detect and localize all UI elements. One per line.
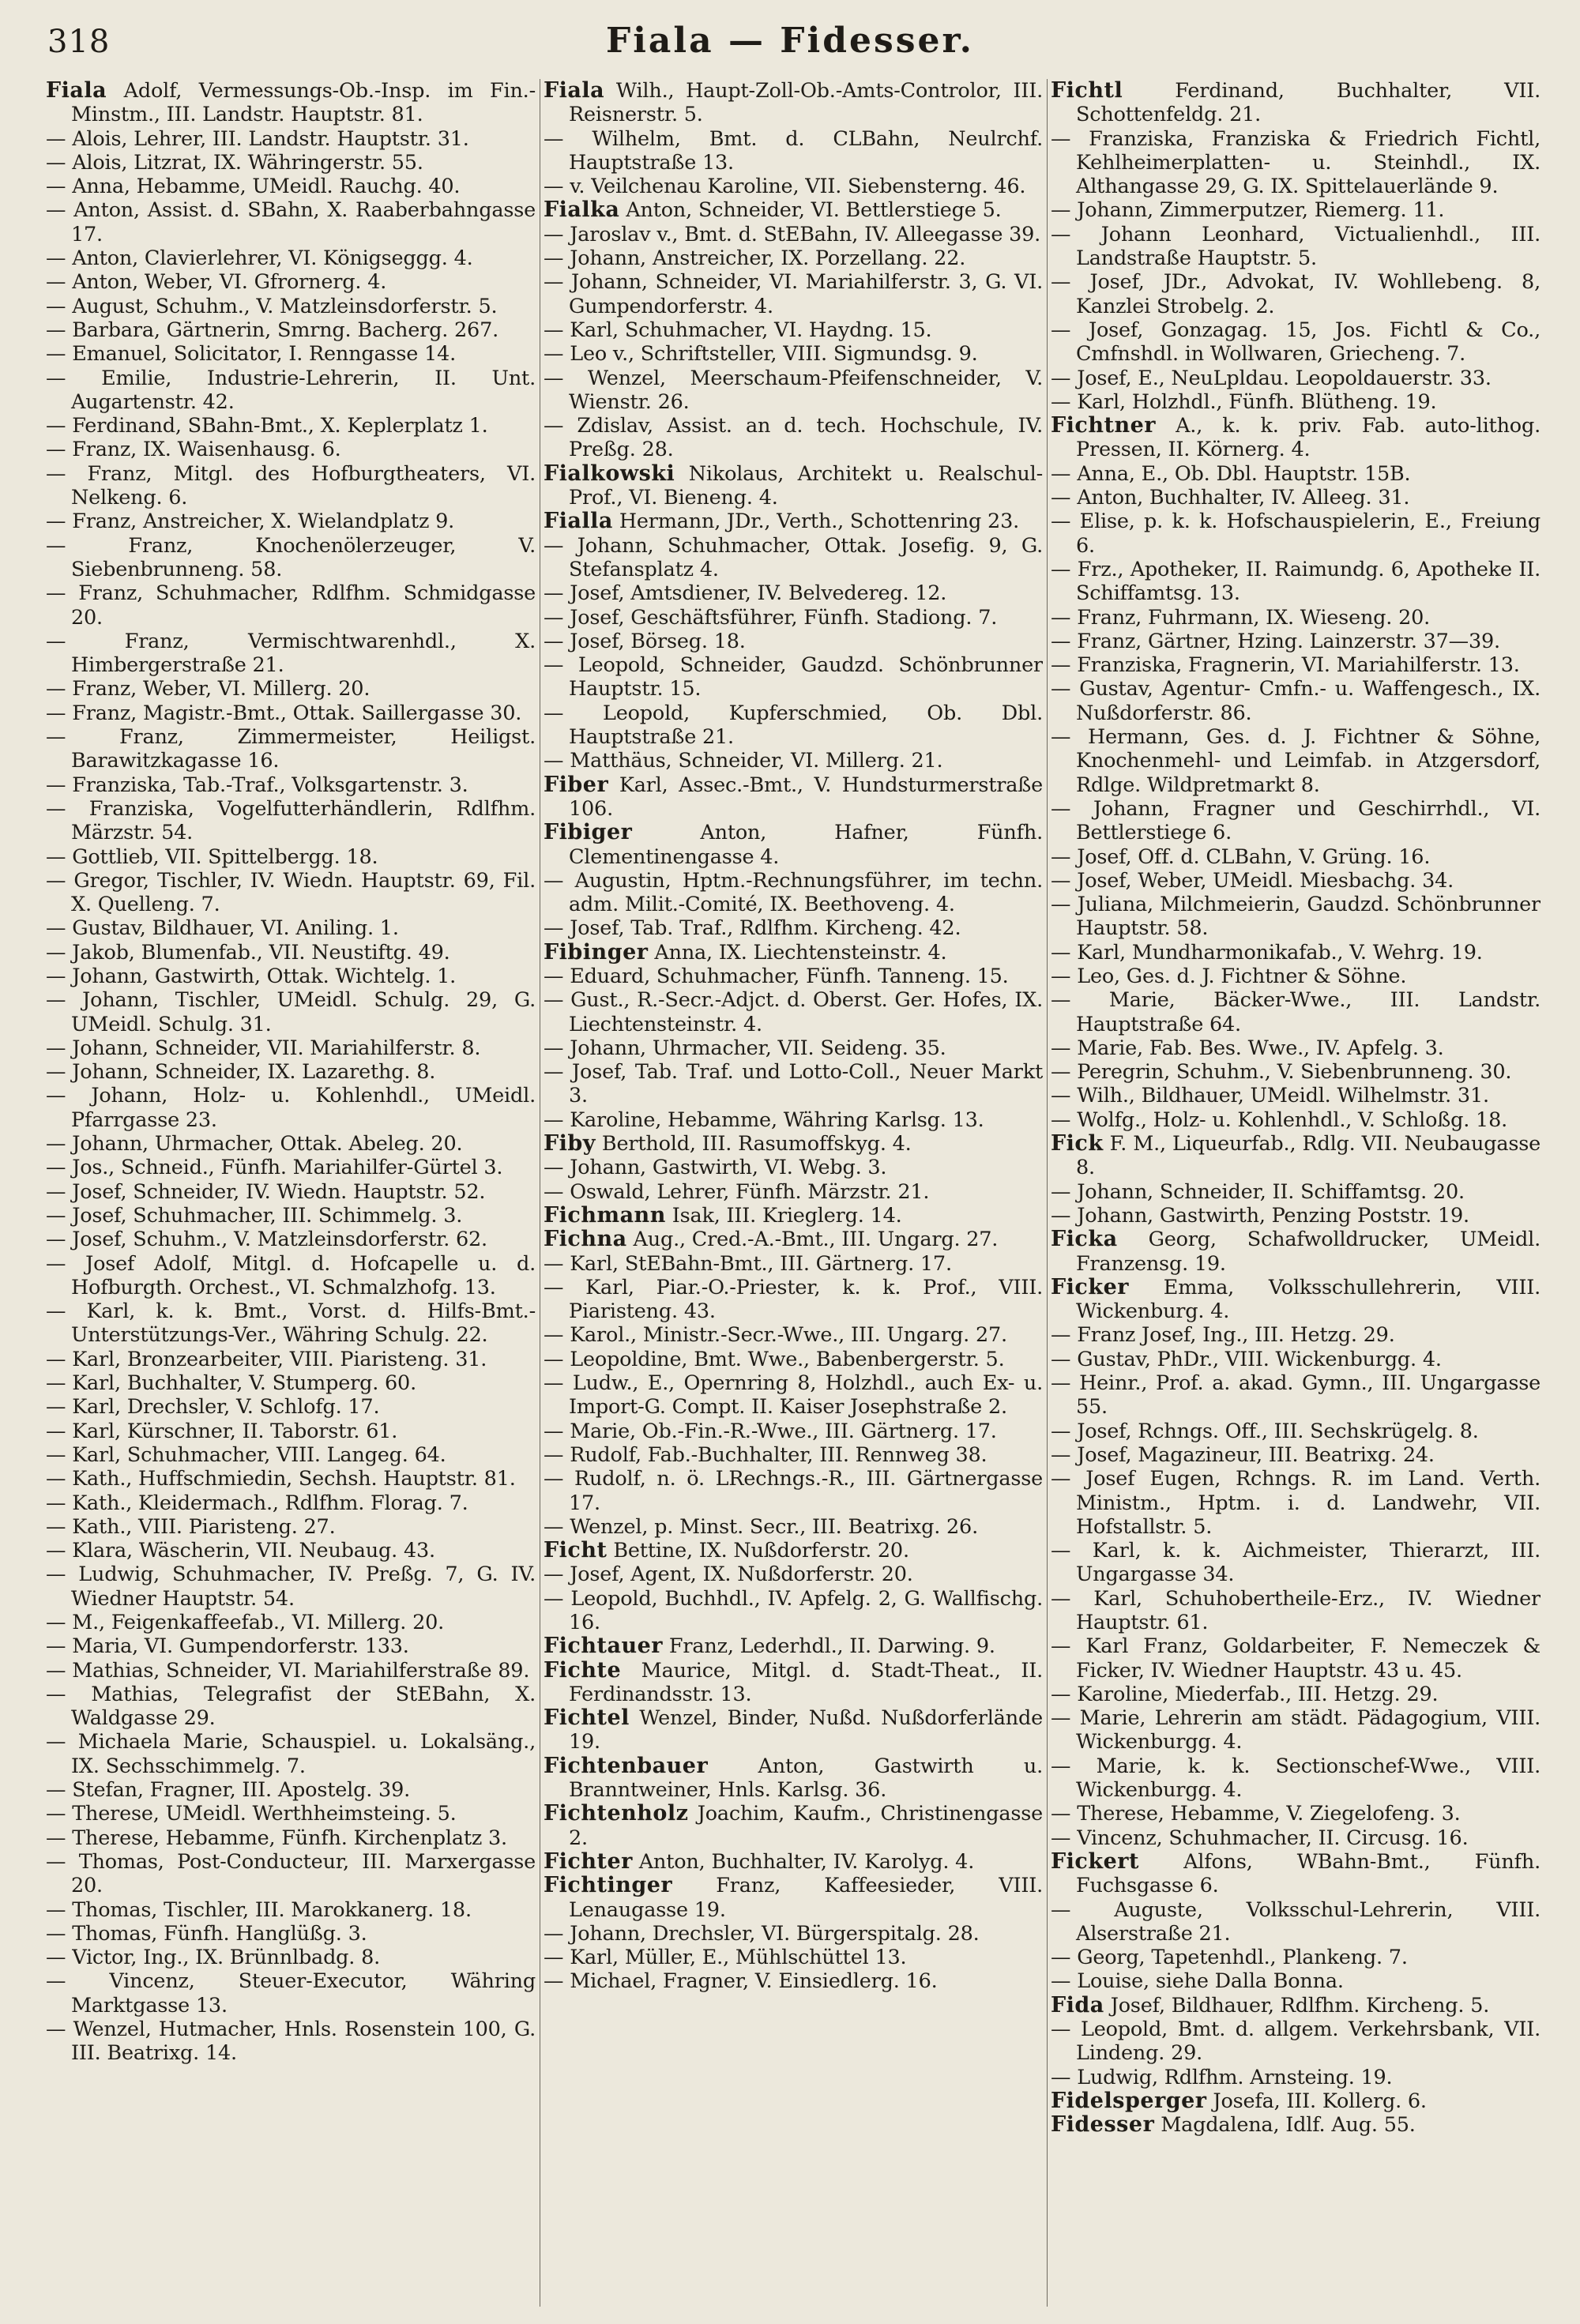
directory-entry: Fialka Anton, Schneider, VI. Bettlerstiege 5. — [544, 197, 1002, 223]
directory-entry: — Johann, Schneider, VI. Mariahilferstr. 3, G. VI. Gumpendorferstr. 4. — [544, 270, 1043, 318]
directory-entry: — Johann, Holz- u. Kohlenhdl., UMeidl. Pfarrgasse 23. — [46, 1084, 536, 1132]
directory-entry: — Alois, Litzrat, IX. Währingerstr. 55. — [46, 150, 423, 175]
directory-entry: — Louise, siehe Dalla Bonna. — [1051, 1969, 1344, 1994]
directory-entry: — Wenzel, p. Minst. Secr., III. Beatrixg. 26. — [544, 1514, 978, 1539]
directory-entry: Fichtner A., k. k. priv. Fab. auto-lithog. Pressen, II. Körnerg. 4. — [1051, 413, 1540, 462]
directory-entry: — Josef, Tab. Traf., Rdlfhm. Kircheng. 42. — [544, 916, 961, 941]
directory-entry: — Johann, Schneider, VII. Mariahilferstr. 8. — [46, 1036, 481, 1060]
directory-entry: — Wilh., Bildhauer, UMeidl. Wilhelmstr. 31. — [1051, 1084, 1489, 1108]
directory-entry: — Johann, Fragner und Geschirrhdl., VI. Bettlerstiege 6. — [1051, 796, 1540, 845]
directory-entry: — Barbara, Gärtnerin, Smrng. Bacherg. 267. — [46, 318, 499, 342]
surname-headword: Fialkowski — [544, 461, 675, 486]
surname-headword: Fialla — [544, 509, 613, 534]
directory-entry: — Johann, Uhrmacher, VII. Seideng. 35. — [544, 1036, 946, 1060]
surname-headword: Fichtinger — [544, 1873, 673, 1898]
directory-entry: — Therese, UMeidl. Werthheimsteing. 5. — [46, 1802, 457, 1826]
surname-headword: Fick — [1051, 1131, 1104, 1156]
directory-entry: — Leopold, Bmt. d. allgem. Verkehrsbank, VII. Lindeng. 29. — [1051, 2018, 1540, 2066]
directory-entry: — Kath., Kleidermach., Rdlfhm. Florag. 7. — [46, 1491, 468, 1515]
column-1 — [46, 79, 536, 2307]
directory-entry: — Gustav, PhDr., VIII. Wickenburgg. 4. — [1051, 1347, 1442, 1371]
directory-entry: — Wolfg., Holz- u. Kohlenhdl., V. Schloßg. 18. — [1051, 1107, 1508, 1132]
directory-entry: — Vincenz, Steuer-Executor, Währing Marktgasse 13. — [46, 1969, 536, 2018]
directory-entry: — v. Veilchenau Karoline, VII. Siebensterng. 46. — [544, 175, 1026, 199]
surname-headword: Fichtenbauer — [544, 1753, 709, 1778]
directory-entry: — Leopold, Kupferschmied, Ob. Dbl. Hauptstraße 21. — [544, 701, 1043, 750]
surname-headword: Ficka — [1051, 1227, 1118, 1252]
directory-entry: — Michaela Marie, Schauspiel. u. Lokalsäng., IX. Sechsschimmelg. 7. — [46, 1730, 536, 1778]
directory-entry: — Karl Franz, Goldarbeiter, F. Nemeczek & Ficker, IV. Wiedner Hauptstr. 43 u. 45. — [1051, 1634, 1540, 1683]
directory-entry: Fida Josef, Bildhauer, Rdlfhm. Kircheng. 5. — [1051, 1992, 1490, 2018]
directory-entry: Ficht Bettine, IX. Nußdorferstr. 20. — [544, 1538, 909, 1563]
directory-entry: Fichtauer Franz, Lederhdl., II. Darwing. 9. — [544, 1634, 995, 1659]
directory-entry: — Marie, Lehrerin am städt. Pädagogium, VIII. Wickenburgg. 4. — [1051, 1706, 1540, 1754]
directory-entry: — Franz, Fuhrmann, IX. Wieseng. 20. — [1051, 605, 1431, 630]
surname-headword: Ficht — [544, 1538, 608, 1563]
directory-entry: — Karl, k. k. Aichmeister, Thierarzt, III. Ungargasse 34. — [1051, 1539, 1540, 1587]
directory-entry: — Ferdinand, SBahn-Bmt., X. Keplerplatz 1. — [46, 414, 488, 438]
directory-entry: — Josef, Geschäftsführer, Fünfh. Stadiong. 7. — [544, 605, 998, 630]
directory-entry: — Franziska, Franziska & Friedrich Fichtl, Kehlheimerplatten- u. Steinhdl., IX. Althangasse 29, G. IX. Spittelauerlände 9. — [1051, 126, 1540, 199]
directory-entry: — Karl, Mundharmonikafab., V. Wehrg. 19. — [1051, 940, 1483, 965]
surname-headword: Fichtel — [544, 1705, 630, 1731]
directory-entry: — M., Feigenkaffeefab., VI. Millerg. 20. — [46, 1611, 445, 1634]
directory-entry: Fibiger Anton, Hafner, Fünfh. Clementinengasse 4. — [544, 820, 1043, 869]
directory-entry: Fichtl Ferdinand, Buchhalter, VII. Schottenfeldg. 21. — [1051, 79, 1540, 127]
directory-entry: — Josef, E., NeuLpldau. Leopoldauerstr. 33. — [1051, 366, 1492, 390]
directory-entry: — Franziska, Tab.-Traf., Volksgartenstr. 3. — [46, 773, 468, 797]
directory-entry: — Rudolf, Fab.-Buchhalter, III. Rennweg 38. — [544, 1442, 988, 1467]
directory-entry: — Heinr., Prof. a. akad. Gymn., III. Ungargasse 55. — [1051, 1371, 1540, 1420]
directory-entry: — Johann, Zimmerputzer, Riemerg. 11. — [1051, 198, 1445, 223]
directory-entry: — Ludwig, Rdlfhm. Arnsteing. 19. — [1051, 2065, 1393, 2089]
running-title: Fiala — Fidesser. — [605, 21, 975, 61]
surname-headword: Fida — [1051, 1992, 1104, 2018]
surname-headword: Fichmann — [544, 1202, 666, 1228]
surname-headword: Fiala — [544, 79, 605, 103]
surname-headword: Fibiger — [544, 820, 633, 845]
surname-headword: Fichtl — [1051, 79, 1123, 103]
column-2 — [544, 79, 1043, 2307]
directory-entry: Fialkowski Nikolaus, Architekt u. Realschul-Prof., VI. Bieneng. 4. — [544, 461, 1043, 510]
directory-entry: — Johann, Schuhmacher, Ottak. Josefig. 9, G. Stefansplatz 4. — [544, 533, 1043, 581]
directory-entry: Fialla Hermann, JDr., Verth., Schottenring 23. — [544, 509, 1020, 534]
directory-entry: — Emanuel, Solicitator, I. Renngasse 14. — [46, 342, 456, 367]
directory-entry: — Emilie, Industrie-Lehrerin, II. Unt. Augartenstr. 42. — [46, 366, 536, 414]
directory-entry: — Franziska, Vogelfutterhändlerin, Rdlfhm. Märzstr. 54. — [46, 796, 536, 845]
directory-entry: — Karl, Schuhmacher, VI. Haydng. 15. — [544, 318, 932, 342]
directory-entry: — Josef Adolf, Mitgl. d. Hofcapelle u. d. Hofburgth. Orchest., VI. Schmalzhofg. 13. — [46, 1251, 536, 1299]
directory-entry: — Josef, Schuhmacher, III. Schimmelg. 3. — [46, 1203, 463, 1228]
directory-entry: — Franz, Magistr.-Bmt., Ottak. Saillergasse 30. — [46, 701, 522, 725]
directory-entry: — Josef, Weber, UMeidl. Miesbachg. 34. — [1051, 868, 1454, 893]
directory-entry: — Victor, Ing., IX. Brünnlbadg. 8. — [46, 1946, 381, 1970]
directory-entry: — Josef Eugen, Rchngs. R. im Land. Verth. Ministm., Hptm. i. d. Landwehr, VII. Hofstallstr. 5. — [1051, 1467, 1540, 1539]
directory-entry: — Josef, Schneider, IV. Wiedn. Hauptstr. 52. — [46, 1179, 486, 1204]
surname-headword: Fichte — [544, 1657, 622, 1683]
directory-entry: — Anton, Buchhalter, IV. Alleeg. 31. — [1051, 486, 1410, 510]
directory-entry: — Johann, Tischler, UMeidl. Schulg. 29, G. UMeidl. Schulg. 31. — [46, 988, 536, 1036]
directory-entry: — Josef, Gonzagag. 15, Jos. Fichtl & Co., Cmfnshdl. in Wollwaren, Griecheng. 7. — [1051, 318, 1540, 367]
directory-entry: — Marie, Bäcker-Wwe., III. Landstr. Hauptstraße 64. — [1051, 988, 1540, 1036]
directory-entry: — Thomas, Post-Conducteur, III. Marxergasse 20. — [46, 1849, 536, 1898]
directory-entry: — Zdislav, Assist. an d. tech. Hochschule, IV. Preßg. 28. — [544, 414, 1043, 462]
directory-entry: — Karol., Ministr.-Secr.-Wwe., III. Ungarg. 27. — [544, 1323, 1007, 1348]
surname-headword: Fialka — [544, 197, 620, 223]
directory-entry: — Johann, Schneider, II. Schiffamtsg. 20. — [1051, 1179, 1465, 1204]
directory-entry: — Kath., Huffschmiedin, Sechsh. Hauptstr. 81. — [46, 1467, 516, 1491]
directory-entry: Fichna Aug., Cred.-A.-Bmt., III. Ungarg. 27. — [544, 1227, 999, 1252]
surname-headword: Fichna — [544, 1227, 627, 1252]
directory-entry: — Marie, Ob.-Fin.-R.-Wwe., III. Gärtnerg. 17. — [544, 1419, 997, 1443]
directory-entry: — Michael, Fragner, V. Einsiedlerg. 16. — [544, 1969, 938, 1994]
directory-entry: — Maria, VI. Gumpendorferstr. 133. — [46, 1634, 409, 1659]
directory-entry: — Therese, Hebamme, Fünfh. Kirchenplatz 3. — [46, 1826, 507, 1850]
directory-entry: — Franziska, Fragnerin, VI. Mariahilferstr. 13. — [1051, 653, 1520, 678]
directory-entry: — Wilhelm, Bmt. d. CLBahn, Neulrchf. Hauptstraße 13. — [544, 126, 1043, 175]
directory-entry: — Thomas, Tischler, III. Marokkanerg. 18. — [46, 1897, 472, 1922]
directory-entry: — Josef, Tab. Traf. und Lotto-Coll., Neuer Markt 3. — [544, 1060, 1043, 1108]
directory-entry: — Jaroslav v., Bmt. d. StEBahn, IV. Alleegasse 39. — [544, 222, 1041, 246]
directory-entry: — Karl, Schuhmacher, VIII. Langeg. 64. — [46, 1442, 446, 1467]
directory-entry: — Franz, Weber, VI. Millerg. 20. — [46, 677, 371, 701]
directory-entry: — Karl, Piar.-O.-Priester, k. k. Prof., VIII. Piaristeng. 43. — [544, 1275, 1043, 1324]
directory-entry: — Oswald, Lehrer, Fünfh. Märzstr. 21. — [544, 1179, 930, 1204]
surname-headword: Fidesser — [1051, 2112, 1155, 2138]
directory-entry: Fichter Anton, Buchhalter, IV. Karolyg. 4. — [544, 1848, 975, 1874]
directory-entry: — Auguste, Volksschul-Lehrerin, VIII. Alserstraße 21. — [1051, 1897, 1540, 1946]
surname-headword: Fidelsperger — [1051, 2088, 1207, 2113]
directory-entry: — Karl, Buchhalter, V. Stumperg. 60. — [46, 1371, 416, 1396]
directory-entry: Fidesser Magdalena, Idlf. Aug. 55. — [1051, 2112, 1416, 2138]
directory-entry: — Karl, k. k. Bmt., Vorst. d. Hilfs-Bmt.-Unterstützungs-Ver., Währing Schulg. 22. — [46, 1299, 536, 1348]
directory-entry: — Josef, Schuhm., V. Matzleinsdorferstr. 62. — [46, 1228, 487, 1252]
directory-entry: — Johann Leonhard, Victualienhdl., III. Landstraße Hauptstr. 5. — [1051, 222, 1540, 271]
directory-entry: — Georg, Tapetenhdl., Plankeng. 7. — [1051, 1946, 1408, 1970]
directory-entry: — Josef, Off. d. CLBahn, V. Grüng. 16. — [1051, 844, 1431, 869]
directory-entry: — Stefan, Fragner, III. Apostelg. 39. — [46, 1778, 411, 1803]
directory-entry: Fidelsperger Josefa, III. Kollerg. 6. — [1051, 2088, 1427, 2113]
directory-entry: — Matthäus, Schneider, VI. Millerg. 21. — [544, 749, 943, 773]
directory-entry: — Franz, Anstreicher, X. Wielandplatz 9. — [46, 510, 455, 534]
directory-entry: — Gust., R.-Secr.-Adjct. d. Oberst. Ger. Hofes, IX. Liechtensteinstr. 4. — [544, 988, 1043, 1036]
directory-entry: — Josef, Agent, IX. Nußdorferstr. 20. — [544, 1562, 913, 1587]
directory-entry: — Karoline, Hebamme, Währing Karlsg. 13. — [544, 1107, 984, 1132]
directory-entry: — Kath., VIII. Piaristeng. 27. — [46, 1514, 336, 1539]
directory-entry: — Therese, Hebamme, V. Ziegelofeng. 3. — [1051, 1802, 1461, 1826]
directory-entry: — Leopold, Buchhdl., IV. Apfelg. 2, G. Wallfischg. 16. — [544, 1586, 1043, 1634]
directory-entry: — Anna, Hebamme, UMeidl. Rauchg. 40. — [46, 175, 461, 199]
directory-entry: Fickert Alfons, WBahn-Bmt., Fünfh. Fuchsgasse 6. — [1051, 1848, 1540, 1898]
directory-entry: — Leopoldine, Bmt. Wwe., Babenbergerstr. 5. — [544, 1347, 1005, 1371]
directory-entry: — Wenzel, Meerschaum-Pfeifenschneider, V. Wienstr. 26. — [544, 366, 1043, 414]
directory-entry: — Eduard, Schuhmacher, Fünfh. Tanneng. 15. — [544, 964, 1009, 988]
directory-entry: — Karl, Drechsler, V. Schlofg. 17. — [46, 1395, 380, 1420]
directory-entry: — Leopold, Schneider, Gaudzd. Schönbrunner Hauptstr. 15. — [544, 653, 1043, 701]
directory-entry: Fichtenholz Joachim, Kaufm., Christinengasse 2. — [544, 1801, 1043, 1850]
directory-entry: — Marie, Fab. Bes. Wwe., IV. Apfelg. 3. — [1051, 1036, 1444, 1060]
directory-entry: Fiber Karl, Assec.-Bmt., V. Hundsturmerstraße 106. — [544, 772, 1043, 821]
directory-entry: Fiby Berthold, III. Rasumoffskyg. 4. — [544, 1131, 912, 1156]
directory-entry: Fibinger Anna, IX. Liechtensteinstr. 4. — [544, 939, 947, 965]
directory-entry: — Hermann, Ges. d. J. Fichtner & Söhne, Knochenmehl- und Leimfab. in Atzgersdorf, Rdlge. Wildpretmarkt 8. — [1051, 725, 1540, 797]
directory-entry: — Johann, Uhrmacher, Ottak. Abeleg. 20. — [46, 1132, 463, 1156]
directory-entry: — Klara, Wäscherin, VII. Neubaug. 43. — [46, 1539, 435, 1563]
directory-entry: — Karl, Bronzearbeiter, VIII. Piaristeng. 31. — [46, 1347, 487, 1371]
directory-entry: — Vincenz, Schuhmacher, II. Circusg. 16. — [1051, 1826, 1469, 1850]
directory-entry: — Gregor, Tischler, IV. Wiedn. Hauptstr. 69, Fil. X. Quelleng. 7. — [46, 868, 536, 917]
directory-entry: — Ludwig, Schuhmacher, IV. Preßg. 7, G. IV. Wiedner Hauptstr. 54. — [46, 1562, 536, 1611]
directory-entry: — Johann, Gastwirth, Ottak. Wichtelg. 1. — [46, 964, 457, 988]
directory-entry: — Anton, Clavierlehrer, VI. Königseggg. 4. — [46, 246, 473, 271]
directory-entry: — Juliana, Milchmeierin, Gaudzd. Schönbrunner Hauptstr. 58. — [1051, 893, 1540, 941]
directory-entry: — August, Schuhm., V. Matzleinsdorferstr. 5. — [46, 294, 498, 318]
directory-entry: — Jos., Schneid., Fünfh. Mariahilfer-Gürtel 3. — [46, 1156, 503, 1180]
directory-entry: — Gustav, Bildhauer, VI. Aniling. 1. — [46, 916, 399, 941]
surname-headword: Fichter — [544, 1848, 633, 1874]
directory-entry: — Franz, Mitgl. des Hofburgtheaters, VI. Nelkeng. 6. — [46, 461, 536, 510]
directory-entry: — Mathias, Schneider, VI. Mariahilferstraße 89. — [46, 1658, 530, 1683]
directory-entry: Fichtel Wenzel, Binder, Nußd. Nußdorferlände 19. — [544, 1705, 1043, 1754]
directory-entry: Fick F. M., Liqueurfab., Rdlg. VII. Neubaugasse 8. — [1051, 1131, 1540, 1180]
directory-entry: — Anton, Assist. d. SBahn, X. Raaberbahngasse 17. — [46, 198, 536, 246]
directory-entry: — Rudolf, n. ö. LRechngs.-R., III. Gärtnergasse 17. — [544, 1467, 1043, 1515]
directory-entry: — Josef, Magazineur, III. Beatrixg. 24. — [1051, 1442, 1435, 1467]
directory-entry: — Franz Josef, Ing., III. Hetzg. 29. — [1051, 1323, 1395, 1348]
directory-entry: — Franz, Zimmermeister, Heiligst. Barawitzkagasse 16. — [46, 725, 536, 773]
directory-entry: Ficker Emma, Volksschullehrerin, VIII. Wickenburg. 4. — [1051, 1274, 1540, 1324]
directory-entry: — Karoline, Miederfab., III. Hetzg. 29. — [1051, 1682, 1439, 1706]
directory-entry: — Marie, k. k. Sectionschef-Wwe., VIII. Wickenburgg. 4. — [1051, 1754, 1540, 1803]
column-divider — [1047, 79, 1048, 2307]
directory-entry: — Franz, Schuhmacher, Rdlfhm. Schmidgasse 20. — [46, 581, 536, 630]
surname-headword: Ficker — [1051, 1274, 1129, 1299]
directory-entry: — Karl, Schuhobertheile-Erz., IV. Wiedner Hauptstr. 61. — [1051, 1586, 1540, 1634]
directory-entry: — Karl, Müller, E., Mühlschüttel 13. — [544, 1946, 907, 1970]
directory-entry: — Augustin, Hptm.-Rechnungsführer, im techn. adm. Milit.-Comité, IX. Beethoveng. 4. — [544, 868, 1043, 917]
directory-entry: — Karl, StEBahn-Bmt., III. Gärtnerg. 17. — [544, 1251, 952, 1276]
surname-headword: Fiala — [46, 79, 107, 103]
directory-entry: — Josef, Rchngs. Off., III. Sechskrügelg. 8. — [1051, 1419, 1479, 1443]
surname-headword: Fiber — [544, 772, 609, 797]
directory-entry: — Karl, Kürschner, II. Taborstr. 61. — [46, 1419, 398, 1443]
directory-entry: — Thomas, Fünfh. Hanglüßg. 3. — [46, 1921, 367, 1946]
directory-entry: — Franz, IX. Waisenhausg. 6. — [46, 438, 341, 462]
directory-entry: — Mathias, Telegrafist der StEBahn, X. Waldgasse 29. — [46, 1682, 536, 1731]
directory-entry: — Josef, JDr., Advokat, IV. Wohllebeng. 8, Kanzlei Strobelg. 2. — [1051, 270, 1540, 318]
directory-entry: — Gustav, Agentur- Cmfn.- u. Waffengesch., IX. Nußdorferstr. 86. — [1051, 677, 1540, 725]
directory-entry: — Ludw., E., Opernring 8, Holzhdl., auch Ex- u. Import-G. Compt. II. Kaiser Josephstraße 2. — [544, 1371, 1043, 1420]
directory-entry: — Franz, Knochenölerzeuger, V. Siebenbrunneng. 58. — [46, 533, 536, 581]
directory-entry: — Frz., Apotheker, II. Raimundg. 6, Apotheke II. Schiffamtsg. 13. — [1051, 557, 1540, 606]
directory-entry: — Josef, Amtsdiener, IV. Belvedereg. 12. — [544, 581, 947, 606]
directory-entry: Fiala Adolf, Vermessungs-Ob.-Insp. im Fin.-Minstm., III. Landstr. Hauptstr. 81. — [46, 79, 536, 127]
directory-entry: — Johann, Drechsler, VI. Bürgerspitalg. 28. — [544, 1921, 980, 1946]
directory-entry: — Peregrin, Schuhm., V. Siebenbrunneng. 30. — [1051, 1060, 1512, 1085]
directory-entry: — Leo, Ges. d. J. Fichtner & Söhne. — [1051, 964, 1407, 988]
directory-entry: Ficka Georg, Schafwolldrucker, UMeidl. Franzensg. 19. — [1051, 1227, 1540, 1276]
column-3 — [1051, 79, 1540, 2307]
directory-entry: — Franz, Gärtner, Hzing. Lainzerstr. 37—39. — [1051, 629, 1500, 653]
directory-entry: — Alois, Lehrer, III. Landstr. Hauptstr. 31. — [46, 126, 469, 151]
page-number: 318 — [47, 24, 111, 60]
directory-entry: Fichtenbauer Anton, Gastwirth u. Branntweiner, Hnls. Karlsg. 36. — [544, 1753, 1043, 1803]
directory-entry: — Leo v., Schriftsteller, VIII. Sigmundsg. 9. — [544, 342, 978, 367]
directory-entry: Fiala Wilh., Haupt-Zoll-Ob.-Amts-Controlor, III. Reisnerstr. 5. — [544, 79, 1043, 127]
surname-headword: Fiby — [544, 1131, 596, 1156]
directory-entry: — Anton, Weber, VI. Gfrornerg. 4. — [46, 270, 387, 295]
directory-entry: Fichtinger Franz, Kaffeesieder, VIII. Lenaugasse 19. — [544, 1873, 1043, 1922]
directory-entry: — Wenzel, Hutmacher, Hnls. Rosenstein 100, G. III. Beatrixg. 14. — [46, 2018, 536, 2066]
surname-headword: Fichtauer — [544, 1634, 663, 1659]
directory-entry: — Johann, Anstreicher, IX. Porzellang. 22. — [544, 246, 966, 271]
directory-entry: — Elise, p. k. k. Hofschauspielerin, E., Freiung 6. — [1051, 510, 1540, 558]
directory-entry: — Anna, E., Ob. Dbl. Hauptstr. 15B. — [1051, 461, 1411, 486]
directory-entry: — Jakob, Blumenfab., VII. Neustiftg. 49. — [46, 940, 450, 965]
surname-headword: Fibinger — [544, 939, 649, 965]
directory-entry: — Johann, Gastwirth, Penzing Poststr. 19. — [1051, 1203, 1469, 1228]
directory-entry: Fichmann Isak, III. Krieglerg. 14. — [544, 1202, 902, 1228]
surname-headword: Fichtner — [1051, 413, 1157, 438]
directory-entry: — Josef, Börseg. 18. — [544, 629, 746, 653]
directory-entry: — Johann, Schneider, IX. Lazarethg. 8. — [46, 1060, 436, 1085]
directory-entry: Fichte Maurice, Mitgl. d. Stadt-Theat., II. Ferdinandsstr. 13. — [544, 1657, 1043, 1706]
directory-entry: — Franz, Vermischtwarenhdl., X. Himbergerstraße 21. — [46, 629, 536, 678]
directory-entry: — Karl, Holzhdl., Fünfh. Blütheng. 19. — [1051, 389, 1437, 414]
surname-headword: Fichtenholz — [544, 1801, 689, 1826]
directory-entry: — Johann, Gastwirth, VI. Webg. 3. — [544, 1156, 887, 1180]
surname-headword: Fickert — [1051, 1848, 1139, 1874]
page-header — [47, 17, 1533, 65]
directory-entry: — Gottlieb, VII. Spittelbergg. 18. — [46, 844, 378, 869]
